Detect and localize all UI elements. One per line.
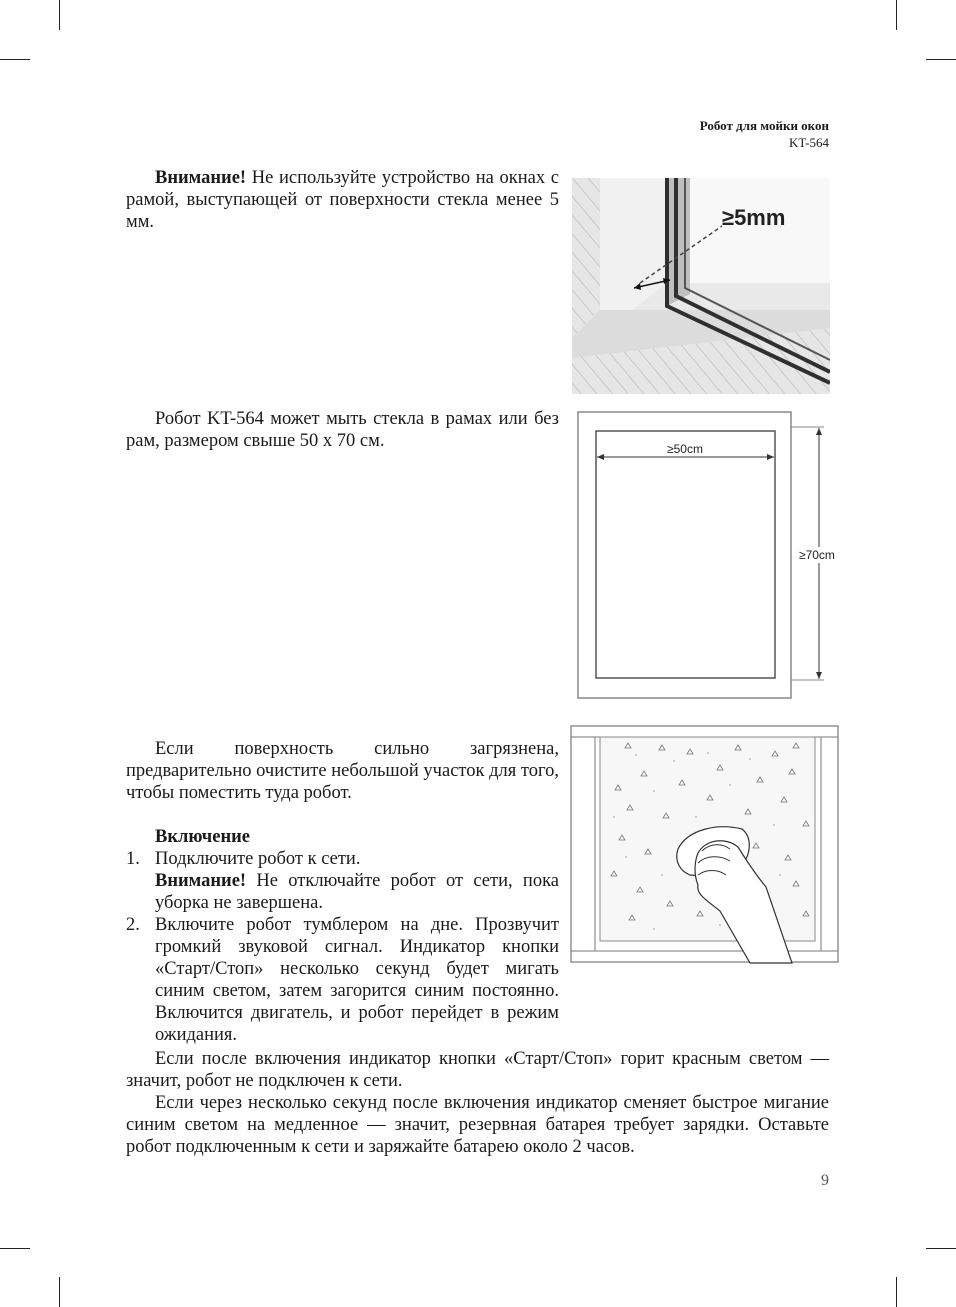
list-item-number: 2. [126,915,140,935]
product-title: Робот для мойки окон [699,118,829,133]
dirty-window-illustration [570,725,840,965]
battery-text: Если через несколько секунд после включения индикатор сменяет быстрое мигание синим светом на медленное — значит, резервная батарея требует зарядки. Оставьте робот подключенным к сети и заряжайте батарею около 2 часов. [126,1093,829,1157]
window-size-diagram [574,410,844,702]
size-text: Робот KT-564 может мыть стекла в рамах или без рам, размером свыше 50 х 70 см. [126,409,559,451]
width-label: ≥50cm [667,442,703,456]
list-item-number: 1. [126,849,140,869]
height-label: ≥70cm [799,548,835,562]
running-header [700,117,829,151]
min-depth-label: ≥5mm [722,205,786,230]
dirty-surface-text: Если поверхность сильно загрязнена, предварительно очистите небольшой участок для того, чтобы поместить туда робот. [126,739,559,803]
list-item-text: Подключите робот к сети. [155,849,361,869]
crop-mark [896,0,897,30]
warning-text: Не используйте устройство на окнах с рамой, выступающей от поверхности стекла менее 5 мм. [126,168,560,232]
frame-depth-illustration [572,178,830,394]
crop-mark [896,1277,897,1307]
crop-mark [0,59,30,60]
crop-mark [0,1248,30,1249]
crop-mark [926,1248,956,1249]
size-paragraph [126,408,559,452]
red-light-text: Если после включения индикатор кнопки «Старт/Стоп» горит красным светом — значит, робот не подключен к сети. [126,1049,829,1091]
list-item [126,914,559,1046]
page-number: 9 [821,1172,829,1189]
list-item-text: Включите робот тумблером на дне. Прозвучит громкий звуковой сигнал. Индикатор кнопки «Старт/Стоп» несколько секунд будет мигать синим светом, затем загорится синим постоянно. Включится двигатель, и робот перейдет в режим ожидания. [155,915,559,1045]
crop-mark [59,0,60,30]
instructions-block [126,738,559,1046]
status-paragraphs [126,1048,829,1158]
section-heading: Включение [155,827,250,847]
warning-paragraph [126,167,559,233]
warning-label: Внимание! [155,871,247,891]
model-number: KT-564 [789,135,829,150]
list-item [126,848,559,914]
crop-mark [926,59,956,60]
warning-text: Не отключайте робот от сети, пока уборка не завершена. [155,871,559,913]
warning-label: Внимание! [155,168,247,188]
crop-mark [59,1277,60,1307]
